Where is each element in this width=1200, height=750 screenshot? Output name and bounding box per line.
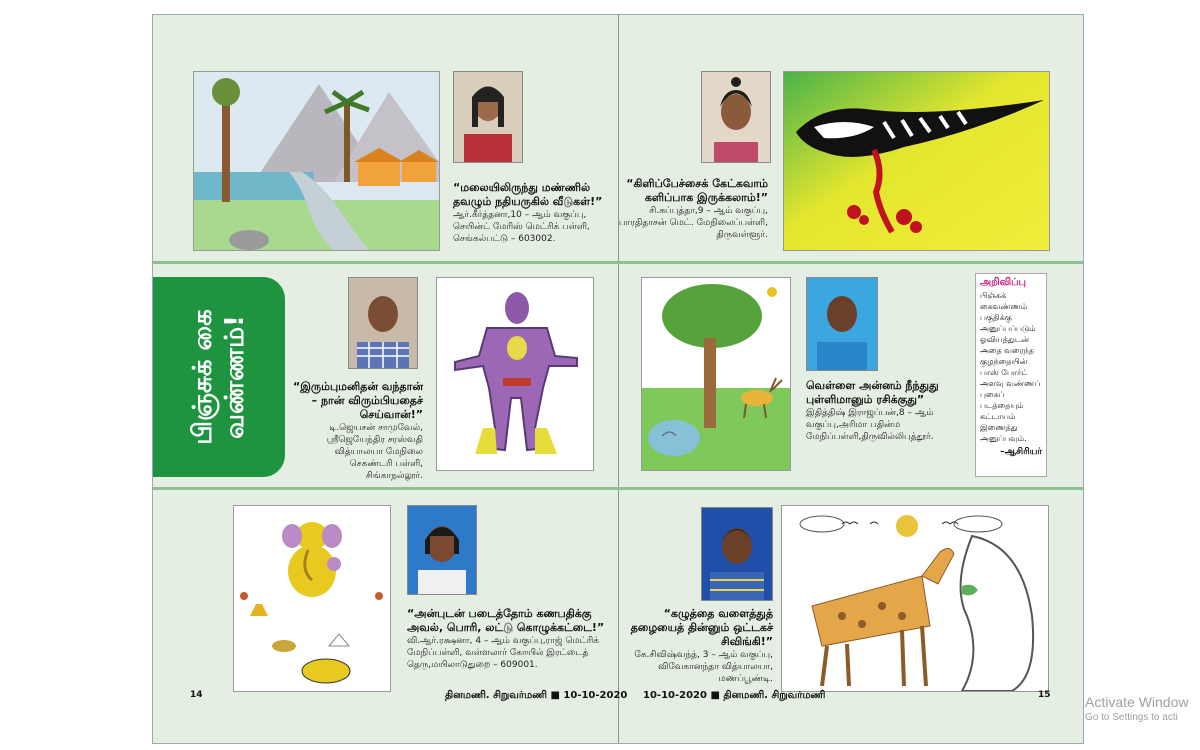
child-photo (407, 505, 477, 595)
caption-quote: “கிளிப்பேச்சைக் கேட்கவாம் களிப்பாக இருக்கலாம்!” (626, 177, 768, 204)
caption-credit: டி.ஜெயசன் சாமுவேல், ஸ்ரீஜெயேந்திர சரஸ்வதி வித்யாலயா மேநிலை செகண்டரி பள்ளி, சிங்காநல்லூர். (326, 423, 423, 481)
caption-6 (628, 607, 773, 685)
caption-1 (453, 181, 603, 245)
notice-signature: –ஆசிரியர் (1000, 447, 1042, 457)
child-photo (806, 277, 878, 371)
notice-heading: அறிவிப்பு (980, 277, 1026, 288)
caption-3 (293, 380, 423, 482)
section-divider-top (153, 261, 1083, 264)
caption-credit: ஆர்.கீர்த்தனா,10 – ஆம் வகுப்பு, செயின்ட் மேரிஸ் மெட்ரிக் பள்ளி, செங்கல்பட்டு – 603002. (453, 210, 590, 244)
section-title: பிஞ்சுக் கை வண்ணம்! (188, 309, 250, 445)
activation-watermark (1085, 694, 1188, 726)
caption-5 (407, 607, 607, 671)
page-number-left: 14 (190, 690, 203, 700)
iron-man-drawing (436, 277, 594, 471)
forest-drawing (641, 277, 791, 471)
caption-quote: “மலையிலிருந்து மண்ணில் தவழும் நதியருகில் வீடுகள்!” (453, 181, 603, 208)
ganesha-drawing (233, 505, 391, 692)
watermark-line1: Activate Window (1085, 694, 1189, 710)
child-photo (701, 507, 773, 601)
caption-credit: வி.ஆர்.ரக்ஷனா, 4 – ஆம் வகுப்பு,ராஜ் மெட்ரிக் மேநிப்பள்ளி, வள்ளலார் கோயில் இரட்டைத் தெரு,மயிலாடுதுறை – 609001. (407, 636, 599, 670)
notice-box (975, 273, 1047, 477)
caption-quote: “கழுத்தை வளைத்துத் தழையைத் தின்னும் ஒட்டகச் சிவிங்கி!” (630, 607, 773, 648)
caption-quote: “இரும்புமனிதன் வந்தான் – நான் விரும்பியதைச் செய்வான்!” (293, 380, 423, 421)
magazine-spread (152, 14, 1084, 744)
caption-credit: கே.சிவிஷ்வந்த், 3 – ஆம் வகுப்பு, விவேகானந்தா வித்யாலயா, மணப்பூண்டி. (634, 650, 773, 684)
section-title-tab (153, 277, 285, 477)
child-photo (348, 277, 418, 369)
child-photo (701, 71, 771, 163)
notice-body: பிஞ்சுக் கைவண்ணம் பகுதிக்கு அனுப்பப்படும் ஓவியத்துடன் அதை வரைந்த குழந்தையின் பாஸ் போர்ட் அளவு வண்ணப் புகைப் படத்தையும் கட்டாயம் இணைத்து அனுப்பவும். (980, 291, 1041, 443)
giraffe-drawing (781, 505, 1049, 692)
caption-quote: வெள்ளை அன்னம் நீந்துது புள்ளிமானும் ரசிக்குது” (806, 379, 939, 406)
caption-credit: இதித்திஷ் இராஜப்பன்,8 – ஆம் வகுப்பு,அரிமா பதின்ம மேநிப்பள்ளி,திருவில்லிபுத்தூர். (806, 408, 934, 442)
landscape-drawing (193, 71, 440, 251)
watermark-line2: Go to Settings to acti (1085, 712, 1178, 723)
section-divider-bottom (153, 487, 1083, 490)
page-number-right: 15 (1038, 690, 1051, 700)
child-photo (453, 71, 523, 163)
caption-credit: சி.சுப்புத்தா,9 – ஆம் வகுப்பு, பாரதிதாசன் மெட். மேநிலைப்பள்ளி, திருவள்ளூர். (618, 206, 768, 240)
parrot-drawing (783, 71, 1050, 251)
footer-left: தினமணி. சிறுவர்மணி ■ 10-10-2020 (445, 690, 628, 701)
caption-2 (618, 177, 768, 241)
caption-quote: “அன்புடன் படைத்தோம் கணபதிக்கு அவல், பொரி, லட்டு கொழுக்கட்டை!” (407, 607, 605, 634)
caption-4 (806, 379, 966, 443)
footer-right: 10-10-2020 ■ தினமணி. சிறுவர்மணி (643, 690, 826, 701)
page-gutter (618, 15, 619, 743)
